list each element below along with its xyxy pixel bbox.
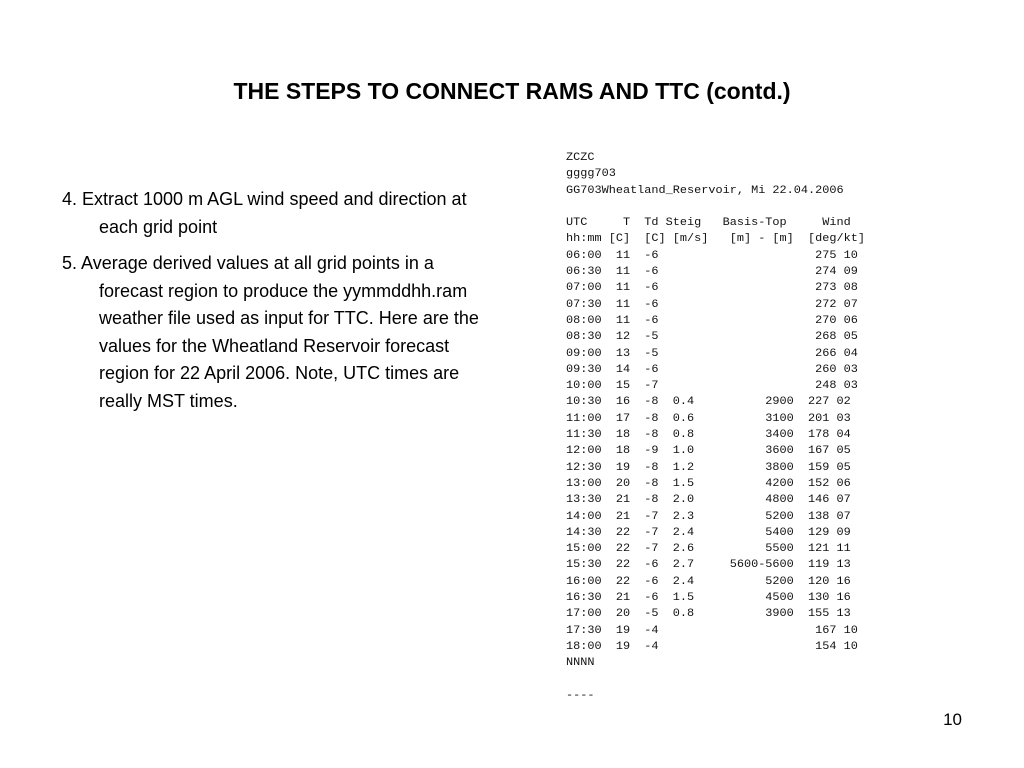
weather-file-listing <box>566 150 922 702</box>
bullet-list <box>62 186 502 424</box>
page-number: 10 <box>943 710 962 729</box>
bullet-step-5: 5. Average derived values at all grid points in a forecast region to produce the yymmddhh.ram weather file used as input for TTC. Here are the values for the Wheatland Reservoir forecast region for 22 April 2006. Note, UTC times are really MST times. <box>62 253 479 411</box>
weather-file-text: ZCZC gggg703 GG703Wheatland_Reservoir, Mi 22.04.2006 UTC T Td Steig Basis-Top Wind hh:mm [C] [C] [m/s] [m] - [m] [deg/kt] 06:00 11 -6 275 10 06:30 11 -6 274 09 07:00 11 -6 273 08 07:30 11 -6 272 07 08:00 11 -6 270 06 08:30 12 -5 268 05 09:00 13 -5 266 04 09:30 14 -6 260 03 10:00 15 -7 248 03 10:30 16 -8 0.4 2900 227 02 11:00 17 -8 0.6 3100 201 03 11:30 18 -8 0.8 3400 178 04 12:00 18 -9 1.0 3600 167 05 12:30 19 -8 1.2 3800 159 05 13:00 20 -8 1.5 4200 152 06 13:30 21 -8 2.0 4800 146 07 14:00 21 -7 2.3 5200 138 07 14:30 22 -7 2.4 5400 129 09 15:00 22 -7 2.6 5500 121 11 15:30 22 -6 2.7 5600-5600 119 13 16:00 22 -6 2.4 5200 120 16 16:30 21 -6 1.5 4500 130 16 17:00 20 -5 0.8 3900 155 13 17:30 19 -4 167 10 18:00 19 -4 154 10 NNNN ---- <box>566 152 865 702</box>
bullet-step-4: 4. Extract 1000 m AGL wind speed and direction at each grid point <box>62 189 467 237</box>
slide-title: THE STEPS TO CONNECT RAMS AND TTC (contd.) <box>233 78 791 104</box>
